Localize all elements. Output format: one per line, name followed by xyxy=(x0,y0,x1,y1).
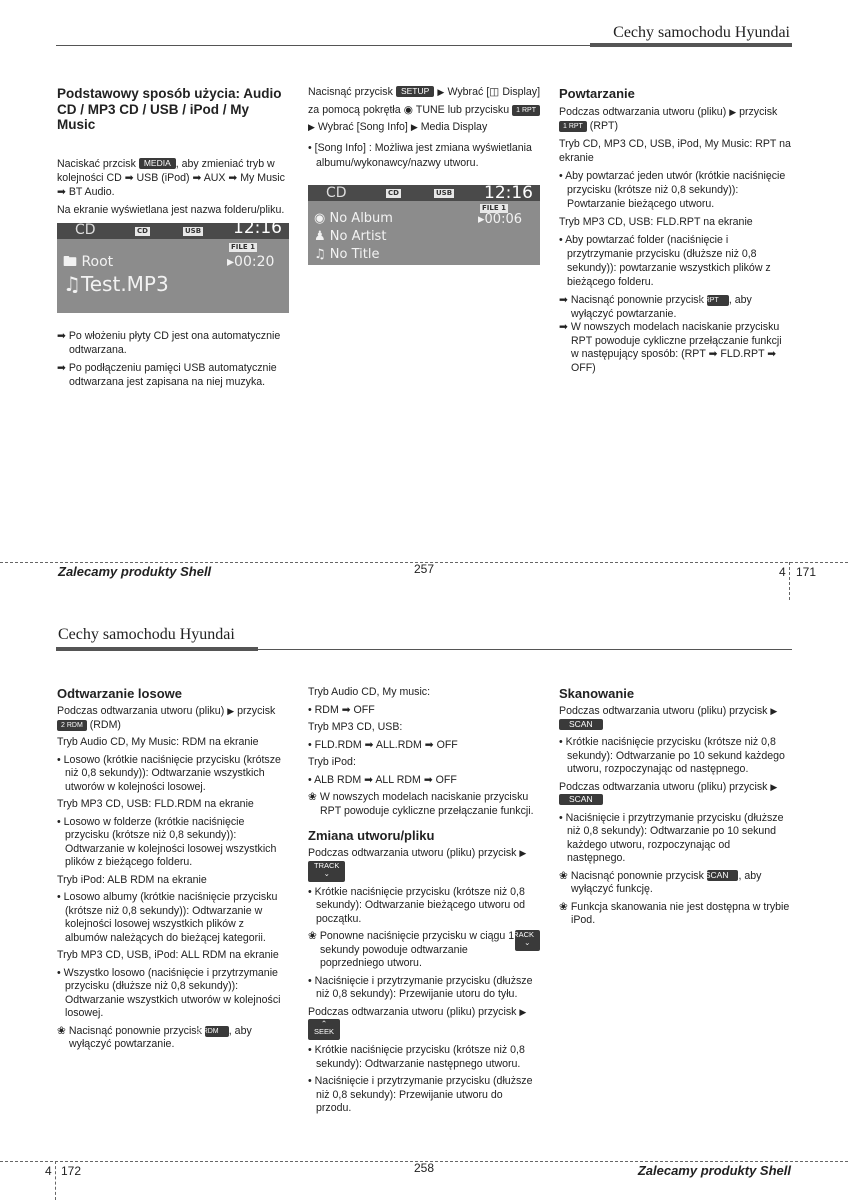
paragraph: Tryb Audio CD, My music: xyxy=(308,686,431,698)
bullet: • Naciśnięcie i przytrzymanie przycisku (dłuższe niż 0,8 sekundy): Przewijanie utworu do przodu. xyxy=(308,1075,533,1114)
cd-tag: CD xyxy=(137,226,148,235)
arrow-right-icon: ▶ xyxy=(519,848,527,858)
page-number-bottom: 172 xyxy=(61,1164,82,1178)
text: [Song Info] : Możliwa jest zmiana wyświetlania albumu/wykonawcy/nazwy utworu. xyxy=(314,141,532,169)
text: Display] za pomocą pokrętła xyxy=(308,86,541,116)
screen-wrap xyxy=(308,182,540,269)
text: Krótkie naciśnięcie przycisku (krótsze niż 0,8 sekundy): Odtwarzanie po 10 sekund każdego utworu, rozpoczynając od następnego. xyxy=(565,736,785,775)
page-number-top: 171 xyxy=(796,565,817,579)
cd-display-screen xyxy=(57,217,289,313)
paragraph: Tryb MP3 CD, USB: xyxy=(308,721,403,733)
arrow-right-icon: ▶ xyxy=(729,107,737,117)
text: Funkcja skanowania nie jest dostępna w trybie iPod. xyxy=(570,900,790,926)
paragraph: Tryb MP3 CD, USB: FLD.RDM na ekranie xyxy=(57,798,254,810)
paragraph xyxy=(57,157,289,199)
note: ➡ W nowszych modelach naciskanie przycisku RPT powoduje cykliczne przełączanie funkcji w następujący sposób: (RPT ➡ FLD.RPT ➡ OFF) xyxy=(559,321,782,374)
rpt-button-icon: 1 RPT xyxy=(707,295,729,306)
album-line: ◉ No Album xyxy=(314,210,393,226)
text: Podczas odtwarzania utworu (pliku) przycisk xyxy=(559,780,768,793)
folder-line: 🖿 Root xyxy=(63,253,114,270)
note: ❀ Nacisnąć ponownie przycisk 2 RDM , aby wyłączyć powtarzanie. xyxy=(57,1024,252,1050)
setup-button-icon: SETUP xyxy=(396,86,434,97)
arrow-right-icon: ▶ xyxy=(437,87,445,97)
album-name: No Album xyxy=(329,210,393,226)
tune-knob-icon: ◉ xyxy=(403,103,414,116)
screen-status-bar xyxy=(308,182,540,203)
text: Podczas odtwarzania utworu (pliku) przycisk xyxy=(308,1005,517,1018)
bottom-col-1 xyxy=(57,686,289,1056)
text: W nowszych modelach naciskanie przycisku RPT powoduje cykliczne przełączanie funkcji w następujący sposób: (RPT ➡ FLD.RPT ➡ OFF) xyxy=(570,321,782,374)
chapter-number-bottom: 4 xyxy=(45,1164,52,1178)
text: RDM ➡ OFF xyxy=(314,703,375,716)
text: ALB RDM ➡ ALL RDM ➡ OFF xyxy=(314,773,457,786)
paragraph: Tryb MP3 CD, USB, iPod: ALL RDM na ekranie xyxy=(57,949,279,961)
footer-shell-bottom: Zalecamy produkty Shell xyxy=(637,1163,791,1178)
song-title: No Title xyxy=(329,246,380,262)
file-tag: FILE 1 xyxy=(231,242,255,251)
text: FLD.RDM ➡ ALL.RDM ➡ OFF xyxy=(314,738,458,751)
text: , aby zmieniać tryb w kolejności CD ➡ USB (iPod) ➡ AUX ➡ My Music ➡ BT Audio. xyxy=(57,157,285,198)
footer-page-center-bottom: 258 xyxy=(414,1161,435,1175)
rpt-button-icon: 1 RPT xyxy=(559,121,587,132)
rpt-button-icon: 1 RPT xyxy=(512,105,540,116)
text: przycisk xyxy=(237,705,276,717)
track-label: TRACK xyxy=(314,860,340,870)
scan-button-icon: SCAN xyxy=(707,870,739,881)
text: Aby powtarzać folder (naciśnięcie i przytrzymanie przycisku (dłuższe niż 0,8 sekundy)): powtarzanie wszystkich plików z bieżącego folderu. xyxy=(565,234,771,288)
bottom-col-3 xyxy=(559,686,791,932)
footer-dashed-divider xyxy=(789,562,790,600)
bullet: • Naciśnięcie i przytrzymanie przycisku (dłuższe niż 0,8 sekundy): Przewijanie utoru do tyłu. xyxy=(308,974,533,1000)
text: Po włożeniu płyty CD jest ona automatycznie odtwarzana. xyxy=(68,329,281,356)
arrow-right-icon: ▶ xyxy=(227,706,235,716)
folder-name: Root xyxy=(81,253,114,270)
text: Nacisnąć ponownie przycisk xyxy=(570,869,704,882)
arrow-right-icon: ▶ xyxy=(770,706,778,716)
bullet: • Krótkie naciśnięcie przycisku (krótsze niż 0,8 sekundy): Odtwarzanie po 10 sekund każdego utworu, rozpoczynając od następnego. xyxy=(559,736,785,775)
footer-page-center-top: 257 xyxy=(414,562,435,576)
text: Naciśnięcie i przytrzymanie przycisku (dłuższe niż 0,8 sekundy): Przewijanie utworu do przodu. xyxy=(314,1075,533,1114)
text: Nacisnąć przycisk xyxy=(308,86,393,98)
text: Nacisnąć ponownie przycisk xyxy=(68,1024,202,1037)
text: Wybrać [ xyxy=(447,86,490,98)
bullet: • Wszystko losowo (naciśnięcie i przytrzymanie przycisku (dłuższe niż 0,8 sekundy)): Odtwarzanie wszystkich utworów w kolejności losowej. xyxy=(57,966,281,1019)
arrow-right-icon: ▶ xyxy=(770,781,778,792)
text: Losowo (krótkie naciśnięcie przycisku (krótsze niż 0,8 sekundy)): Odtwarzanie wszystkich utworów w kolejności losowej. xyxy=(63,753,281,793)
text: Media Display xyxy=(420,121,488,133)
arrow-right-icon: ▶ xyxy=(519,1006,527,1017)
paragraph xyxy=(559,705,791,732)
screen-mode: CD xyxy=(75,221,96,238)
elapsed-line: ▸00:06 xyxy=(478,211,522,227)
note: ❀ W nowszych modelach naciskanie przycisku RPT powoduje cykliczne przełączanie funkcji. xyxy=(308,791,534,817)
bullet: • Krótkie naciśnięcie przycisku (krótsze niż 0,8 sekundy): Odtwarzanie bieżącego utworu od początku. xyxy=(308,885,526,925)
elapsed-time: 00:06 xyxy=(484,211,522,227)
seek-label: SEEK xyxy=(314,1027,335,1036)
paragraph xyxy=(57,705,289,732)
section-title-track-change: Zmiana utworu/pliku xyxy=(308,828,435,843)
paragraph xyxy=(559,105,791,133)
screen-wrap xyxy=(57,217,289,321)
track-name: Test.MP3 xyxy=(80,271,169,296)
paragraph: Na ekranie wyświetlana jest nazwa folderu/pliku. xyxy=(57,203,285,216)
rdm-button-icon: 2 RDM xyxy=(57,720,87,731)
text: , aby wyłączyć powtarzanie. xyxy=(571,294,752,320)
bullet: • RDM ➡ OFF xyxy=(308,703,375,716)
bullet: • Losowo albumy (krótkie naciśnięcie przycisku (krótsze niż 0,8 sekundy)): Odtwarzanie w kolejności losowej wszystkich plików z albumów należących do bieżącej kategorii. xyxy=(57,891,278,944)
text: , aby wyłączyć funkcję. xyxy=(571,869,762,895)
seek-button-icon: ⌃ SEEK xyxy=(308,1019,340,1040)
track-line: ♫Test.MP3 xyxy=(63,271,169,296)
bullet: • Losowo (krótkie naciśnięcie przycisku (krótsze niż 0,8 sekundy)): Odtwarzanie wszystkich utworów w kolejności losowej. xyxy=(57,753,281,793)
text: , aby wyłączyć powtarzanie. xyxy=(69,1024,252,1050)
top-col-2 xyxy=(308,84,540,269)
screen-clock: 12:16 xyxy=(233,217,282,238)
paragraph xyxy=(308,847,540,882)
bullet: • Naciśnięcie i przytrzymanie przycisku (dłuższe niż 0,8 sekundy): Odtwarzanie po 10 sekund każdego utworu, rozpoczynając od następnego. xyxy=(559,811,784,864)
text: Nacisnąć ponownie przycisk xyxy=(570,294,704,306)
artist-line: ♟ No Artist xyxy=(314,228,387,244)
bullet: • ALB RDM ➡ ALL RDM ➡ OFF xyxy=(308,773,457,786)
footer-dashed-divider xyxy=(55,1161,56,1200)
text: Krótkie naciśnięcie przycisku (krótsze niż 0,8 sekundy): Odtwarzanie następnego utworu. xyxy=(314,1044,525,1070)
text: Podczas odtwarzania utworu (pliku) xyxy=(57,705,225,717)
header-bar xyxy=(56,647,258,651)
arrow-right-icon: ▶ xyxy=(410,122,418,132)
text: W nowszych modelach naciskanie przycisku RPT powoduje cykliczne przełączanie funkcji. xyxy=(319,791,534,817)
note: ➡ Po włożeniu płyty CD jest ona automatycznie odtwarzana. xyxy=(57,329,281,356)
bullet: • Krótkie naciśnięcie przycisku (krótsze niż 0,8 sekundy): Odtwarzanie następnego utworu. xyxy=(308,1044,525,1070)
text: Podczas odtwarzania utworu (pliku) xyxy=(559,106,727,118)
paragraph xyxy=(308,1006,540,1041)
paragraph: Tryb iPod: ALB RDM na ekranie xyxy=(57,873,207,886)
paragraph xyxy=(559,781,791,808)
paragraph: Nacisnąć przycisk SETUP ▶ Wybrać [◫ Display] za pomocą pokrętła ◉ TUNE lub przycisku 1 RPT ▶ Wybrać [Song Info] ▶ Media Display xyxy=(308,86,541,133)
rdm-button-icon: 2 RDM xyxy=(205,1026,229,1037)
track-button-icon: TRACK ⌄ xyxy=(515,930,540,951)
section-title-scan: Skanowanie xyxy=(559,686,635,701)
scan-button-icon: SCAN xyxy=(559,794,603,805)
paragraph: Tryb Audio CD, My Music: RDM na ekranie xyxy=(57,736,259,748)
screen-status-bar xyxy=(57,217,289,239)
text: Naciskać przcisk xyxy=(57,157,136,170)
text: Ponowne naciśnięcie przycisku xyxy=(319,930,467,942)
text: Krótkie naciśnięcie przycisku (krótsze niż 0,8 sekundy): Odtwarzanie bieżącego utworu od początku. xyxy=(314,885,526,925)
screen-mode: CD xyxy=(326,184,347,201)
bottom-col-2 xyxy=(308,686,540,1120)
text: Aby powtarzać jeden utwór (krótkie naciśnięcie przycisku (krótsze niż 0,8 sekundy)): Powtarzanie bieżącego utworu. xyxy=(565,170,786,210)
text: Naciśnięcie i przytrzymanie przycisku (dłuższe niż 0,8 sekundy): Odtwarzanie po 10 sekund każdego utworu, rozpoczynając od następnego. xyxy=(565,811,784,864)
track-button-icon: TRACK ⌄ xyxy=(308,861,345,882)
paragraph: Tryb MP3 CD, USB: FLD.RPT na ekranie xyxy=(559,216,753,228)
elapsed-line: ▸00:20 xyxy=(227,253,275,270)
note: ❀ Nacisnąć ponownie przycisk SCAN , aby wyłączyć funkcję. xyxy=(559,869,762,895)
note: ❀ Funkcja skanowania nie jest dostępna w trybie iPod. xyxy=(559,900,790,926)
arrow-right-icon: ▶ xyxy=(308,122,315,132)
footer-shell-top: Zalecamy produkty Shell xyxy=(58,564,212,579)
text: TUNE lub przycisku xyxy=(415,103,510,116)
paragraph: Tryb CD, MP3 CD, USB, iPod, My Music: RPT na ekranie xyxy=(559,138,791,164)
bullet: • [Song Info] : Możliwa jest zmiana wyświetlania albumu/wykonawcy/nazwy utworu. xyxy=(308,141,532,169)
cd-tag: CD xyxy=(388,188,399,197)
artist-name: No Artist xyxy=(329,228,387,244)
usb-tag: USB xyxy=(185,226,202,235)
screen-clock: 12:16 xyxy=(484,182,533,203)
text: Losowo albumy (krótkie naciśnięcie przycisku (krótsze niż 0,8 sekundy)): Odtwarzanie w kolejności losowej wszystkich plików z albumów należących do bieżącej kategorii. xyxy=(63,891,278,944)
note: ➡ Nacisnąć ponownie przycisk 1 RPT , aby wyłączyć powtarzanie. xyxy=(559,294,752,320)
text: Wybrać [Song Info] xyxy=(317,121,408,133)
note: ➡ Po podłączeniu pamięci USB automatycznie odtwarzana jest zapisana na niej muzyka. xyxy=(57,361,277,388)
text: przycisk xyxy=(739,106,778,118)
bullet: • Losowo w folderze (krótkie naciśnięcie przycisku (krótsze niż 0,8 sekundy)): Odtwarzanie w kolejności losowej wszystkich plików z bieżącego folderu. xyxy=(57,815,277,868)
bullet: • Aby powtarzać jeden utwór (krótkie naciśnięcie przycisku (krótsze niż 0,8 sekundy)): Powtarzanie bieżącego utworu. xyxy=(559,170,786,210)
page-header-top: Cechy samochodu Hyundai xyxy=(613,24,790,41)
section-title-random: Odtwarzanie losowe xyxy=(57,686,182,701)
text: Po podłączeniu pamięci USB automatycznie odtwarzana jest zapisana na niej muzyka. xyxy=(68,361,277,388)
text: w ciągu 1 sekundy powoduje odtwarzanie poprzedniego utworu. xyxy=(320,930,515,969)
text: Podczas odtwarzania utworu (pliku) przycisk xyxy=(559,705,768,717)
section-title-repeat: Powtarzanie xyxy=(559,86,635,101)
top-col-1 xyxy=(57,86,289,393)
text: Losowo w folderze (krótkie naciśnięcie przycisku (krótsze niż 0,8 sekundy)): Odtwarzanie w kolejności losowej wszystkich plików z bieżącego folderu. xyxy=(63,815,277,868)
media-button-icon: MEDIA xyxy=(139,158,176,169)
elapsed-time: 00:20 xyxy=(234,253,275,270)
text: (RDM) xyxy=(89,718,121,731)
title-line: ♫ No Title xyxy=(314,246,380,262)
page-header-bottom: Cechy samochodu Hyundai xyxy=(58,626,235,643)
text: Naciśnięcie i przytrzymanie przycisku (dłuższe niż 0,8 sekundy): Przewijanie utoru do tyłu. xyxy=(314,974,533,1000)
header-bar xyxy=(590,43,792,47)
bullet: • Aby powtarzać folder (naciśnięcie i przytrzymanie przycisku (dłuższe niż 0,8 sekundy)): powtarzanie wszystkich plików z bieżącego folderu. xyxy=(559,234,771,288)
top-col-3 xyxy=(559,86,791,379)
text: (RPT) xyxy=(589,120,619,132)
bullet: • FLD.RDM ➡ ALL.RDM ➡ OFF xyxy=(308,738,458,751)
text: Wszystko losowo (naciśnięcie i przytrzymanie przycisku (dłuższe niż 0,8 sekundy)): Odtwarzanie wszystkich utworów w kolejności losowej. xyxy=(63,966,281,1019)
note: ❀ Ponowne naciśnięcie przycisku TRACK ⌄ w ciągu 1 sekundy powoduje odtwarzanie poprzedniego utworu. xyxy=(308,930,540,971)
section-title-basic-use: Podstawowy sposób użycia: Audio CD / MP3 CD / USB / iPod / My Music xyxy=(57,86,282,132)
scan-button-icon: SCAN xyxy=(559,719,603,730)
file-tag: FILE 1 xyxy=(482,203,506,212)
track-label: TRACK xyxy=(508,930,534,939)
paragraph: Tryb iPod: xyxy=(308,756,356,768)
usb-tag: USB xyxy=(436,188,453,197)
text: Podczas odtwarzania utworu (pliku) przycisk xyxy=(308,847,517,859)
song-info-screen xyxy=(308,182,540,265)
chapter-number-top: 4 xyxy=(779,565,786,579)
